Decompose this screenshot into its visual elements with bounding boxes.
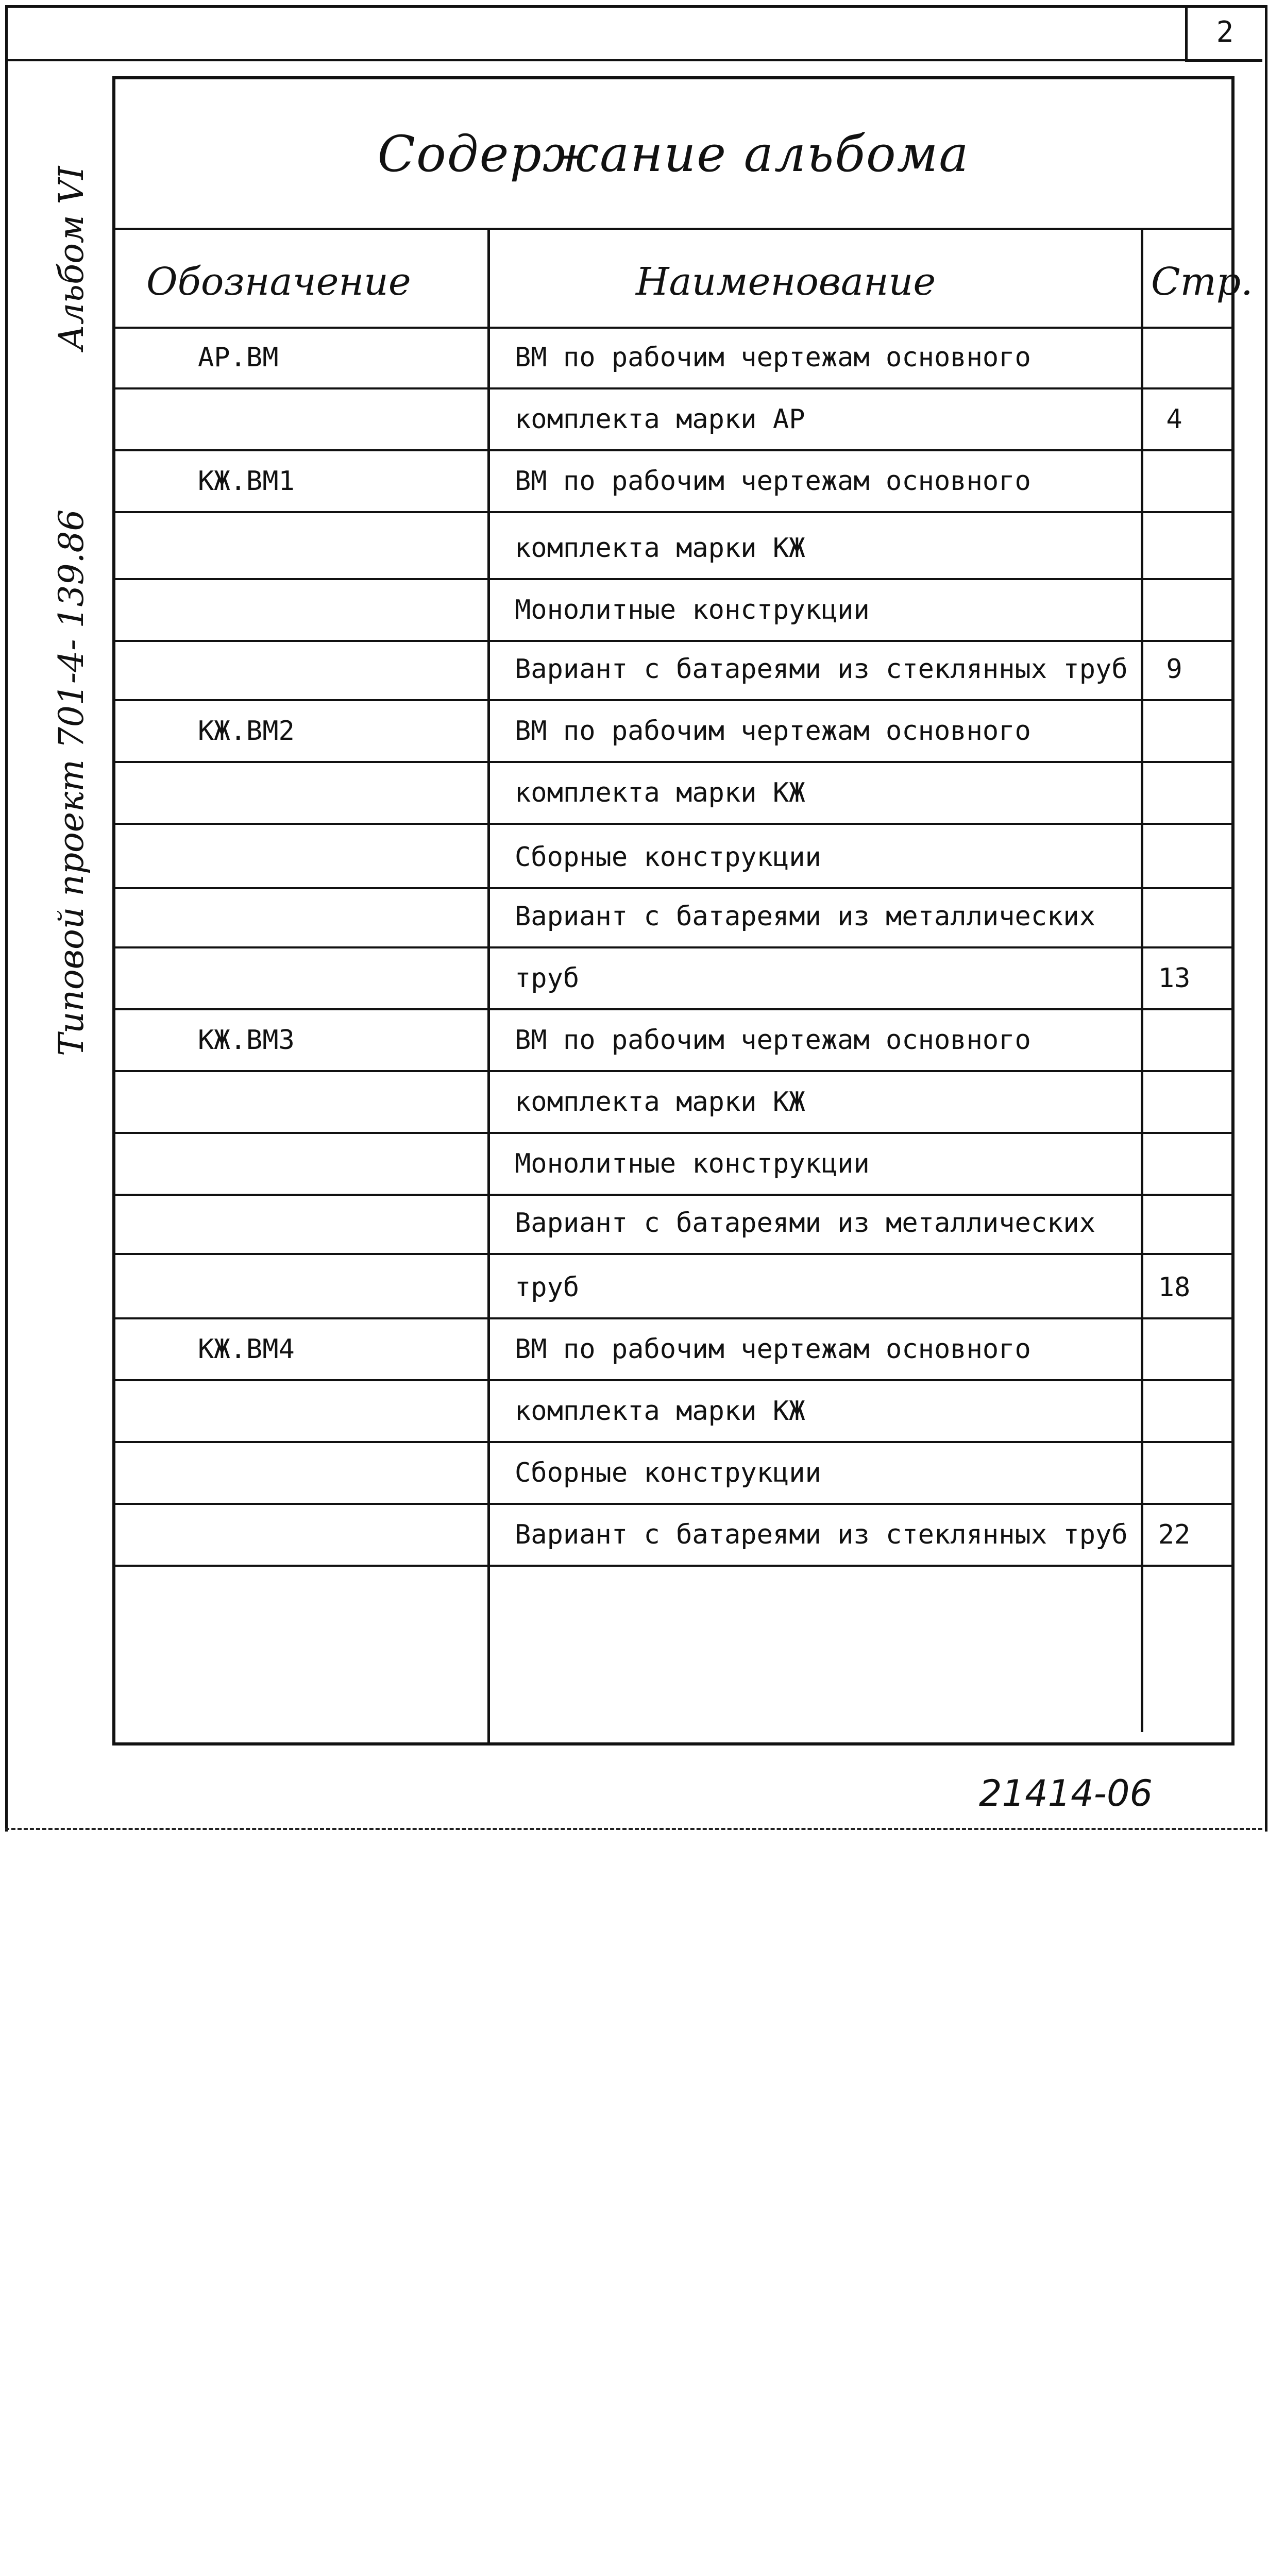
row-code: КЖ.ВМ3 — [198, 1025, 295, 1056]
row-name: ВМ по рабочим чертежам основного — [515, 342, 1031, 373]
row-name: комплекта марки КЖ — [515, 533, 805, 564]
row-name: труб — [515, 963, 580, 994]
row-divider — [115, 640, 1231, 642]
row-divider — [115, 699, 1231, 701]
row-name: ВМ по рабочим чертежам основного — [515, 1334, 1031, 1365]
row-divider — [115, 511, 1231, 513]
row-divider — [115, 1565, 1231, 1567]
title-divider — [115, 228, 1231, 230]
row-name: комплекта марки АР — [515, 404, 805, 435]
row-name: Монолитные конструкции — [515, 1148, 870, 1179]
row-name: комплекта марки КЖ — [515, 1396, 805, 1427]
column-header-page: Стр. — [1151, 260, 1253, 304]
row-name: Монолитные конструкции — [515, 595, 870, 625]
row-divider — [115, 449, 1231, 451]
document-number: 21414-06 — [979, 1772, 1153, 1815]
row-name: ВМ по рабочим чертежам основного — [515, 466, 1031, 497]
row-name: ВМ по рабочим чертежам основного — [515, 1025, 1031, 1056]
row-divider — [115, 887, 1231, 889]
column-header-code: Обозначение — [146, 260, 411, 304]
row-divider — [115, 1253, 1231, 1255]
column-header-name: Наименование — [636, 260, 936, 304]
row-name: ВМ по рабочим чертежам основного — [515, 716, 1031, 747]
row-code: КЖ.ВМ2 — [198, 716, 295, 747]
row-code: КЖ.ВМ1 — [198, 466, 295, 497]
header-divider — [115, 327, 1231, 329]
page-number-box — [1185, 5, 1262, 62]
contents-table — [112, 76, 1253, 1745]
row-name: Вариант с батареями из металлических — [515, 1208, 1096, 1239]
column-divider-code — [487, 228, 490, 1742]
row-divider — [115, 1194, 1231, 1196]
row-name: Вариант с батареями из стеклянных труб — [515, 654, 1128, 685]
row-name: Сборные конструкции — [515, 1458, 821, 1488]
row-divider — [115, 946, 1231, 948]
row-divider — [115, 1503, 1231, 1505]
row-divider — [115, 1132, 1231, 1134]
row-divider — [115, 1070, 1231, 1072]
row-divider — [115, 1008, 1231, 1010]
row-divider — [115, 387, 1231, 389]
row-name: Сборные конструкции — [515, 842, 821, 873]
page-number: 2 — [1216, 15, 1234, 49]
row-divider — [115, 1441, 1231, 1443]
row-divider — [115, 761, 1231, 763]
row-divider — [115, 1317, 1231, 1319]
row-divider — [115, 578, 1231, 580]
row-name: труб — [515, 1272, 580, 1303]
row-divider — [115, 823, 1231, 825]
row-page: 13 — [1158, 963, 1191, 994]
row-code: КЖ.ВМ4 — [198, 1334, 295, 1365]
side-album-label: Альбом VI — [52, 166, 91, 350]
row-name: Вариант с батареями из стеклянных труб — [515, 1519, 1128, 1550]
row-page: 22 — [1158, 1519, 1191, 1550]
row-code: АР.ВМ — [198, 342, 279, 373]
row-name: комплекта марки КЖ — [515, 1087, 805, 1117]
row-page: 9 — [1166, 654, 1182, 685]
page-title: Содержание альбома — [377, 125, 970, 183]
row-divider — [115, 1379, 1231, 1381]
top-border-line — [5, 59, 1188, 61]
row-name: Вариант с батареями из металлических — [515, 901, 1096, 932]
side-project-label: Типовой проект 701-4- 139.86 — [52, 509, 91, 1056]
row-page: 18 — [1158, 1272, 1191, 1303]
row-page: 4 — [1166, 404, 1182, 435]
bottom-border-line — [5, 1828, 1262, 1830]
row-name: комплекта марки КЖ — [515, 777, 805, 808]
